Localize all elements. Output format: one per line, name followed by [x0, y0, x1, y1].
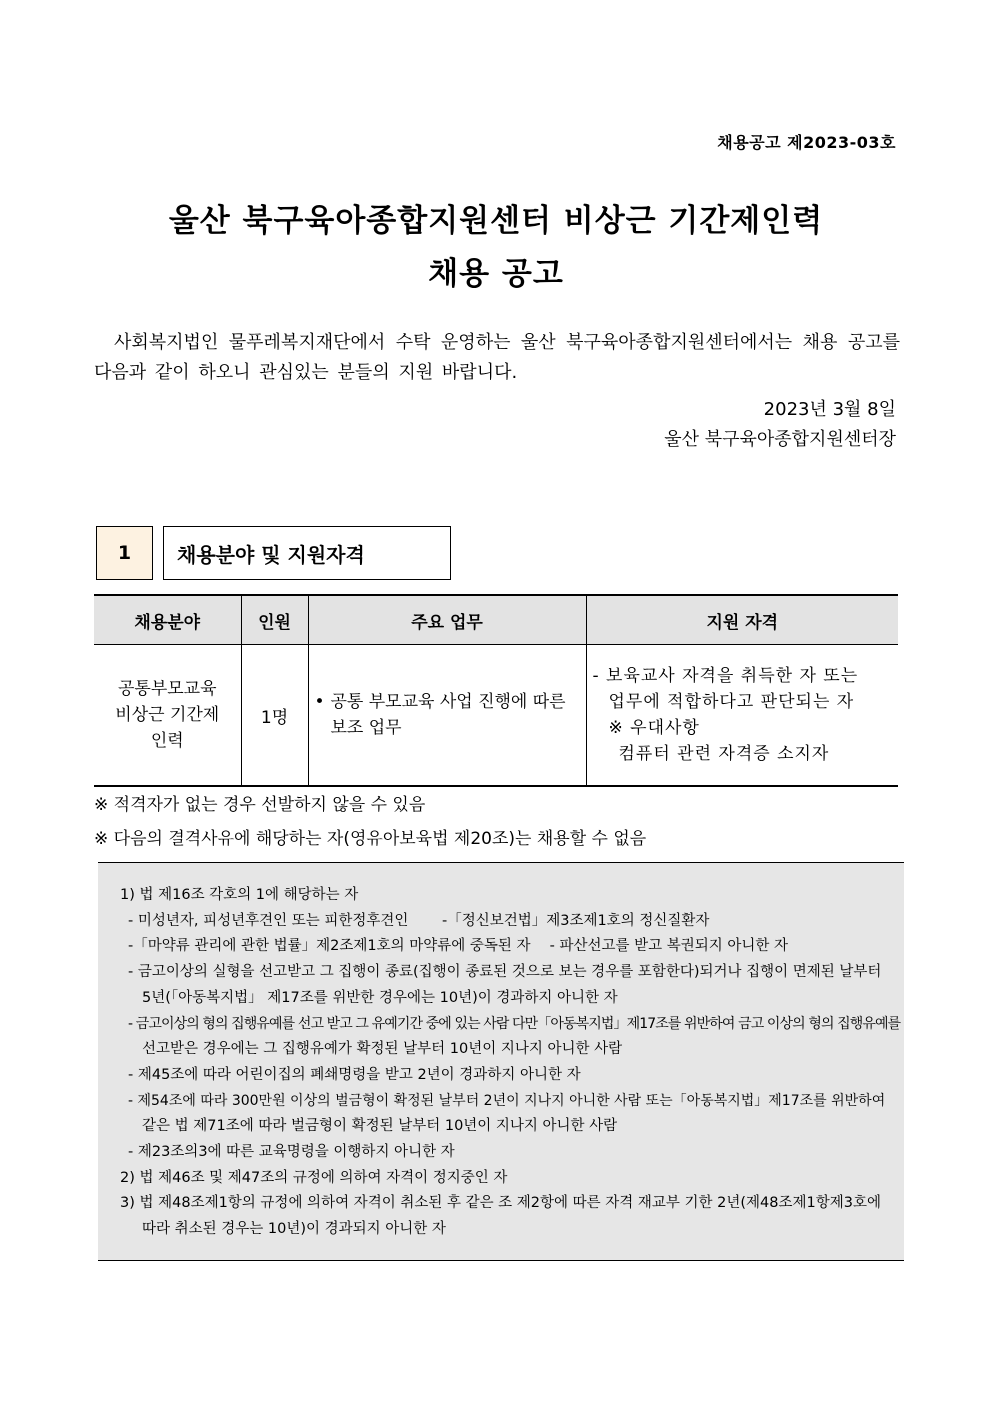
duty-line: 보조 업무 — [330, 718, 402, 738]
table-row — [94, 645, 898, 787]
list-item: 같은 법 제71조에 따라 벌금형이 확정된 날부터 10년이 지나지 아니한 사람 — [142, 1118, 618, 1135]
intro-paragraph: 사회복지법인 물푸레복지재단에서 수탁 운영하는 울산 북구육아종합지원센터에서는 채용 공고를 다음과 같이 하오니 관심있는 분들의 지원 바랍니다. — [94, 332, 900, 383]
cell-field — [94, 645, 241, 787]
field-line: 비상근 기간제 — [115, 705, 220, 725]
header-qualification: 지원 자격 — [586, 595, 898, 645]
list-item: - 금고이상의 실형을 선고받고 그 집행이 종료(집행이 종료된 것으로 보는 경우를 포함한다)되거나 집행이 면제된 날부터 — [128, 964, 882, 981]
preference-label: ※ 우대사항 — [608, 718, 700, 738]
section-number: 1 — [96, 526, 153, 580]
field-line: 인력 — [150, 731, 184, 751]
list-item: 5년(「아동복지법」 제17조를 위반한 경우에는 10년)이 경과하지 아니한 자 — [142, 989, 618, 1006]
disqualification-box — [98, 862, 904, 1261]
qual-line: 업무에 적합하다고 판단되는 자 — [608, 692, 855, 712]
cell-count: 1명 — [241, 645, 308, 787]
page-title: 울산 북구육아종합지원센터 비상근 기간제인력 — [168, 203, 824, 239]
header-field: 채용분야 — [94, 595, 241, 645]
list-item: - 금고이상의 형의 집행유예를 선고 받고 그 유예기간 중에 있는 사람 다만「아동복지법」제17조를 위반하여 금고 이상의 형의 집행유예를 — [128, 1015, 901, 1032]
notice-number: 채용공고 제2023-03호 — [717, 133, 896, 152]
list-item: - 미성년자, 피성년후견인 또는 피한정후견인 -「정신보건법」제3조제1호의 정신질환자 — [128, 912, 710, 929]
cell-qualification — [586, 645, 898, 787]
field-line: 공통부모교육 — [117, 679, 217, 699]
table-header-row — [94, 595, 898, 645]
header-duty: 주요 업무 — [308, 595, 586, 645]
bullet-icon: • — [314, 692, 325, 712]
list-item: - 제23조의3에 따른 교육명령을 이행하지 아니한 자 — [128, 1144, 455, 1161]
list-item: 따라 취소된 경우는 10년)이 경과되지 아니한 자 — [142, 1221, 446, 1238]
duty-line: 공통 부모교육 사업 진행에 따른 — [330, 692, 566, 712]
list-item: 선고받은 경우에는 그 집행유예가 확정된 날부터 10년이 지나지 아니한 사람 — [142, 1041, 623, 1058]
list-item: 2) 법 제46조 및 제47조의 규정에 의하여 자격이 정지중인 자 — [120, 1169, 508, 1186]
header-count: 인원 — [241, 595, 308, 645]
note-disqualification: ※ 다음의 결격사유에 해당하는 자(영유아보육법 제20조)는 채용할 수 없음 — [94, 829, 647, 849]
list-item: - 제54조에 따라 300만원 이상의 벌금형이 확정된 날부터 2년이 지나지 아니한 사람 또는「아동복지법」제17조를 위반하여 — [128, 1092, 886, 1109]
list-item: 1) 법 제16조 각호의 1에 해당하는 자 — [120, 887, 359, 903]
announcement-date: 2023년 3월 8일 — [763, 399, 896, 420]
qual-line: - 보육교사 자격을 취득한 자 또는 — [592, 666, 859, 686]
list-item: 3) 법 제48조제1항의 규정에 의하여 자격이 취소된 후 같은 조 제2항에 따른 자격 재교부 기한 2년(제48조제1항제3호에 — [120, 1195, 881, 1212]
page-title-line2: 채용 공고 — [428, 256, 564, 292]
recruitment-table — [94, 594, 898, 787]
qual-line: 컴퓨터 관련 자격증 소지자 — [618, 744, 830, 764]
section-title: 채용분야 및 지원자격 — [163, 526, 451, 580]
cell-duty — [308, 645, 586, 787]
list-item: - 제45조에 따라 어린이집의 폐쇄명령을 받고 2년이 경과하지 아니한 자 — [128, 1066, 581, 1083]
list-item: -「마약류 관리에 관한 법률」제2조제1호의 마약류에 중독된 자 - 파산선고를 받고 복권되지 아니한 자 — [128, 938, 788, 955]
signer: 울산 북구육아종합지원센터장 — [664, 429, 896, 450]
note-no-qualified: ※ 적격자가 없는 경우 선발하지 않을 수 있음 — [94, 795, 426, 815]
